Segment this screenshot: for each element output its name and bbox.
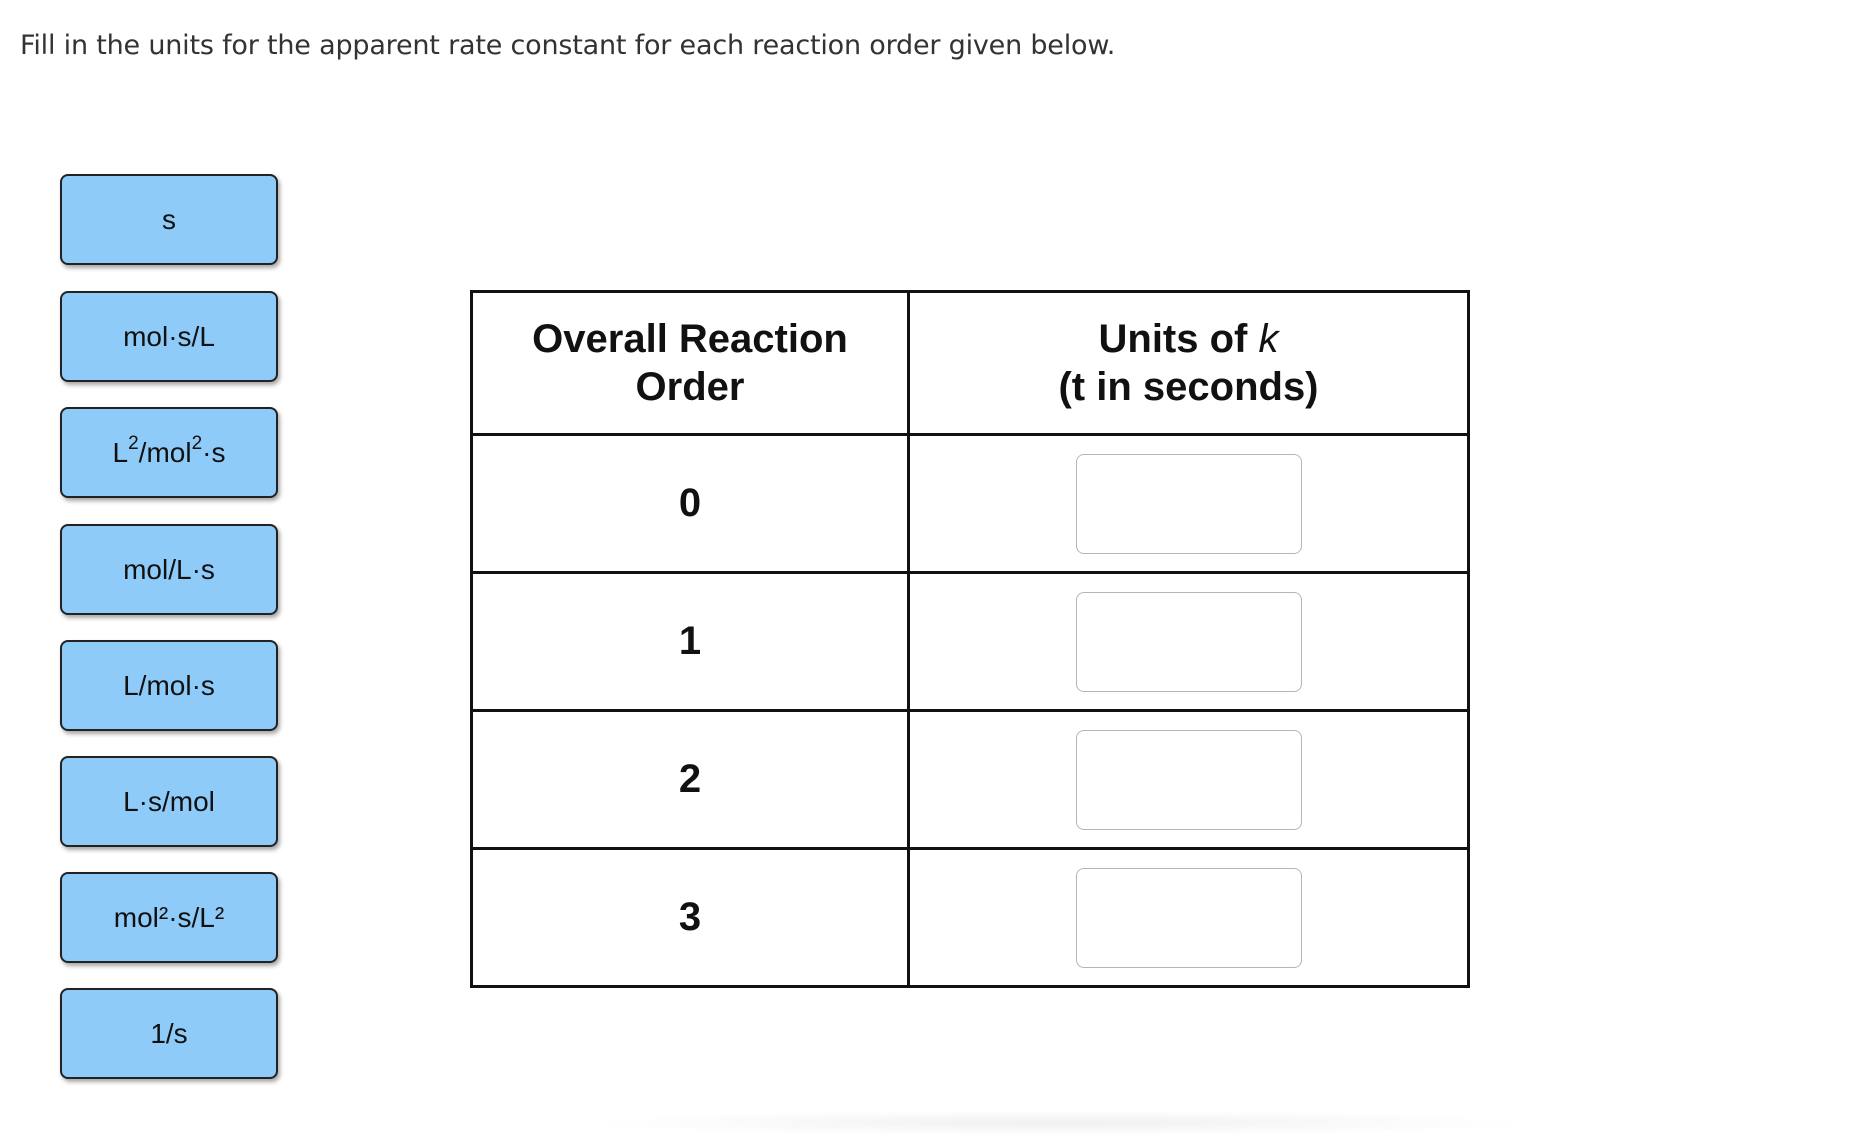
header-overall-reaction-order: Overall Reaction Order: [472, 292, 909, 435]
tile-label: mol·s/L: [123, 320, 215, 352]
units-cell: [909, 711, 1469, 849]
answer-tile-1-per-s[interactable]: [60, 988, 278, 1079]
table-header-row: [472, 292, 1469, 435]
tile-label: mol/L·s: [123, 553, 215, 585]
answer-tile-s[interactable]: [60, 174, 278, 265]
order-cell: 3: [472, 849, 909, 987]
answer-tile-l2-per-mol2-s[interactable]: [60, 407, 278, 498]
units-cell: [909, 849, 1469, 987]
tile-label: L·s/mol: [123, 785, 215, 817]
table-row: [472, 573, 1469, 711]
tile-label: $L^2/mol^2\cdot s$: [112, 433, 226, 468]
answer-tile-mol-s-per-l[interactable]: [60, 291, 278, 382]
instruction-text: Fill in the units for the apparent rate constant for each reaction order given below.: [20, 30, 1116, 61]
drop-target-order-3[interactable]: [1076, 868, 1302, 968]
drop-target-order-0[interactable]: [1076, 454, 1302, 554]
answer-tile-l-s-per-mol[interactable]: [60, 756, 278, 847]
tile-label: mol²·s/L²: [113, 901, 225, 933]
header-units-of-k: Units of k (t in seconds): [909, 292, 1469, 435]
order-cell: 0: [472, 435, 909, 573]
units-cell: [909, 435, 1469, 573]
order-cell: 1: [472, 573, 909, 711]
drop-target-order-2[interactable]: [1076, 730, 1302, 830]
rate-constant-table: [470, 290, 1470, 988]
bottom-shadow: [580, 1110, 1540, 1136]
table-row: [472, 711, 1469, 849]
drop-target-order-1[interactable]: [1076, 592, 1302, 692]
tile-label: s: [162, 203, 176, 235]
table-row: [472, 435, 1469, 573]
order-cell: 2: [472, 711, 909, 849]
answer-tile-l-per-mol-s[interactable]: [60, 640, 278, 731]
table-row: [472, 849, 1469, 987]
answer-tile-mol-per-l-s[interactable]: [60, 524, 278, 615]
units-cell: [909, 573, 1469, 711]
tile-label: 1/s: [150, 1017, 188, 1049]
answer-tile-mol2-s-per-l2[interactable]: [60, 872, 278, 963]
tile-label: L/mol·s: [123, 669, 215, 701]
